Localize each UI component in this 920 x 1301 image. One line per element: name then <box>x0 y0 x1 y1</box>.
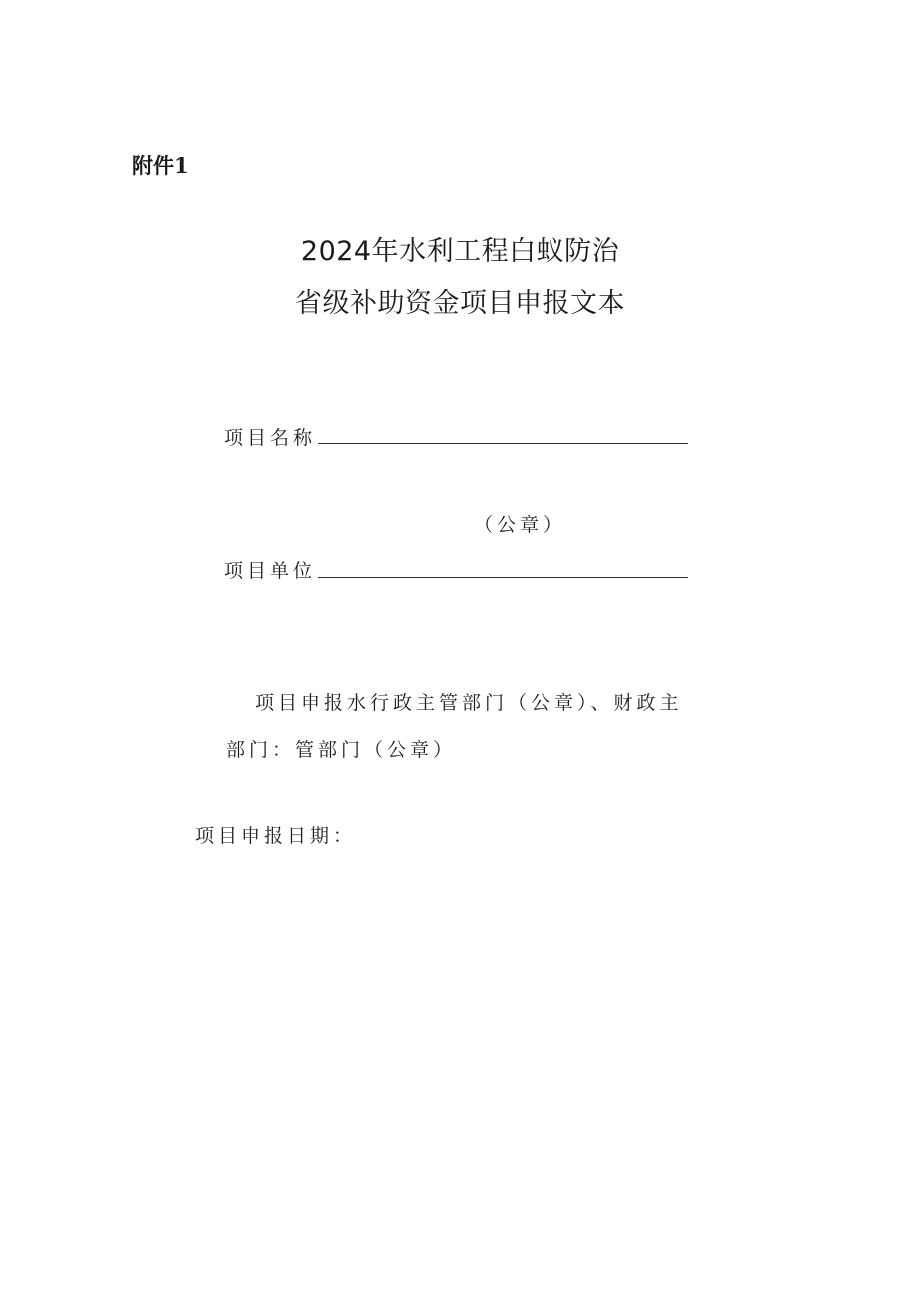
project-name-label: 项目名称 <box>224 427 317 449</box>
document-title-line-1: 2024年水利工程白蚁防治 <box>300 236 620 267</box>
departments-line-2: 部门：管部门（公章） <box>226 739 457 761</box>
departments-line-1: 项目申报水行政主管部门（公章）、财政主 <box>255 692 683 714</box>
project-unit-blank-line <box>318 577 688 578</box>
attachment-label: 附件1 <box>132 153 189 178</box>
seal-note: （公章） <box>474 514 567 536</box>
project-unit-label: 项目单位 <box>224 560 317 582</box>
submission-date-label: 项目申报日期： <box>195 825 357 847</box>
document-title-line-2: 省级补助资金项目申报文本 <box>295 288 625 319</box>
project-name-blank-line <box>318 443 688 444</box>
